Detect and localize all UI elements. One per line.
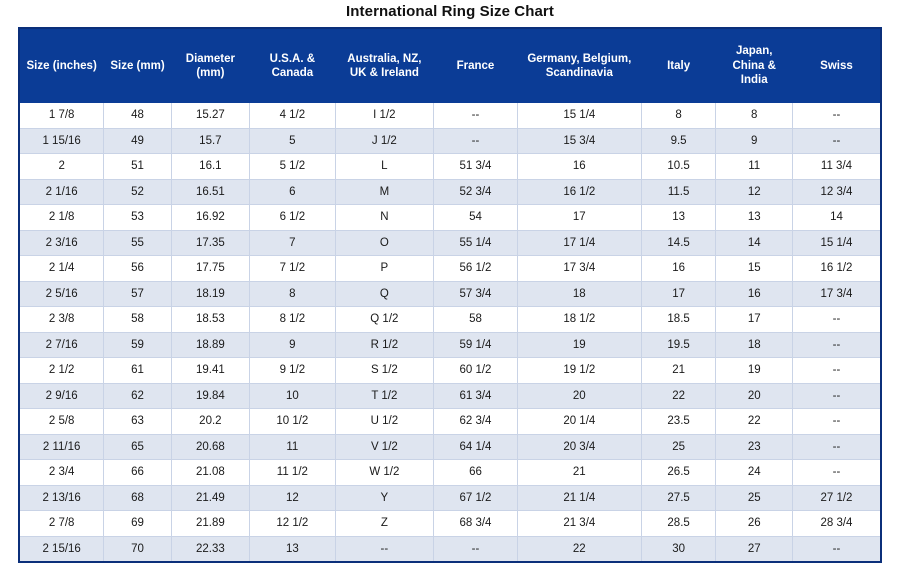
cell-r14-c5: 66 — [434, 460, 518, 486]
cell-r4-c3: 6 1/2 — [250, 205, 336, 231]
cell-r10-c7: 21 — [641, 358, 716, 384]
cell-r10-c1: 61 — [104, 358, 171, 384]
cell-r10-c5: 60 1/2 — [434, 358, 518, 384]
table-row — [20, 128, 880, 154]
cell-r13-c8: 23 — [716, 434, 793, 460]
cell-r1-c1: 49 — [104, 128, 171, 154]
cell-r13-c9: -- — [792, 434, 880, 460]
cell-r16-c6: 21 3/4 — [517, 511, 641, 537]
cell-r0-c9: -- — [792, 103, 880, 128]
cell-r12-c4: U 1/2 — [335, 409, 433, 435]
column-header-9: Swiss — [792, 29, 880, 103]
cell-r2-c4: L — [335, 154, 433, 180]
cell-r5-c3: 7 — [250, 230, 336, 256]
column-header-5: France — [434, 29, 518, 103]
cell-r11-c6: 20 — [517, 383, 641, 409]
cell-r13-c7: 25 — [641, 434, 716, 460]
cell-r12-c7: 23.5 — [641, 409, 716, 435]
table-body — [20, 103, 880, 561]
cell-r8-c1: 58 — [104, 307, 171, 333]
cell-r6-c0: 2 1/4 — [20, 256, 104, 282]
cell-r1-c6: 15 3/4 — [517, 128, 641, 154]
table-row — [20, 281, 880, 307]
table-row — [20, 383, 880, 409]
cell-r8-c6: 18 1/2 — [517, 307, 641, 333]
cell-r4-c8: 13 — [716, 205, 793, 231]
cell-r9-c7: 19.5 — [641, 332, 716, 358]
cell-r16-c4: Z — [335, 511, 433, 537]
table-row — [20, 205, 880, 231]
cell-r6-c6: 17 3/4 — [517, 256, 641, 282]
cell-r16-c0: 2 7/8 — [20, 511, 104, 537]
table-row — [20, 434, 880, 460]
cell-r16-c2: 21.89 — [171, 511, 249, 537]
cell-r9-c6: 19 — [517, 332, 641, 358]
cell-r4-c1: 53 — [104, 205, 171, 231]
cell-r7-c4: Q — [335, 281, 433, 307]
cell-r0-c5: -- — [434, 103, 518, 128]
cell-r14-c4: W 1/2 — [335, 460, 433, 486]
column-header-1: Size (mm) — [104, 29, 171, 103]
cell-r8-c5: 58 — [434, 307, 518, 333]
table-row — [20, 230, 880, 256]
cell-r11-c2: 19.84 — [171, 383, 249, 409]
cell-r11-c0: 2 9/16 — [20, 383, 104, 409]
column-header-3: U.S.A. & Canada — [250, 29, 336, 103]
cell-r9-c0: 2 7/16 — [20, 332, 104, 358]
cell-r1-c4: J 1/2 — [335, 128, 433, 154]
cell-r16-c5: 68 3/4 — [434, 511, 518, 537]
cell-r7-c5: 57 3/4 — [434, 281, 518, 307]
cell-r8-c2: 18.53 — [171, 307, 249, 333]
cell-r12-c1: 63 — [104, 409, 171, 435]
cell-r5-c1: 55 — [104, 230, 171, 256]
cell-r13-c6: 20 3/4 — [517, 434, 641, 460]
cell-r9-c4: R 1/2 — [335, 332, 433, 358]
cell-r2-c7: 10.5 — [641, 154, 716, 180]
cell-r8-c7: 18.5 — [641, 307, 716, 333]
cell-r10-c2: 19.41 — [171, 358, 249, 384]
cell-r15-c7: 27.5 — [641, 485, 716, 511]
table-header — [20, 29, 880, 103]
cell-r7-c7: 17 — [641, 281, 716, 307]
table-row — [20, 179, 880, 205]
ring-size-table-container — [18, 27, 882, 563]
cell-r15-c3: 12 — [250, 485, 336, 511]
cell-r6-c8: 15 — [716, 256, 793, 282]
cell-r3-c9: 12 3/4 — [792, 179, 880, 205]
cell-r5-c9: 15 1/4 — [792, 230, 880, 256]
cell-r1-c3: 5 — [250, 128, 336, 154]
cell-r5-c8: 14 — [716, 230, 793, 256]
cell-r9-c3: 9 — [250, 332, 336, 358]
cell-r17-c5: -- — [434, 536, 518, 561]
cell-r10-c6: 19 1/2 — [517, 358, 641, 384]
cell-r7-c6: 18 — [517, 281, 641, 307]
cell-r11-c9: -- — [792, 383, 880, 409]
cell-r17-c8: 27 — [716, 536, 793, 561]
cell-r8-c8: 17 — [716, 307, 793, 333]
cell-r8-c9: -- — [792, 307, 880, 333]
cell-r17-c4: -- — [335, 536, 433, 561]
cell-r11-c4: T 1/2 — [335, 383, 433, 409]
cell-r7-c8: 16 — [716, 281, 793, 307]
cell-r11-c5: 61 3/4 — [434, 383, 518, 409]
column-header-2: Diameter (mm) — [171, 29, 249, 103]
cell-r10-c3: 9 1/2 — [250, 358, 336, 384]
cell-r4-c5: 54 — [434, 205, 518, 231]
cell-r12-c6: 20 1/4 — [517, 409, 641, 435]
cell-r12-c9: -- — [792, 409, 880, 435]
cell-r17-c1: 70 — [104, 536, 171, 561]
cell-r1-c2: 15.7 — [171, 128, 249, 154]
cell-r9-c1: 59 — [104, 332, 171, 358]
cell-r16-c7: 28.5 — [641, 511, 716, 537]
cell-r0-c6: 15 1/4 — [517, 103, 641, 128]
cell-r14-c1: 66 — [104, 460, 171, 486]
cell-r14-c3: 11 1/2 — [250, 460, 336, 486]
cell-r2-c6: 16 — [517, 154, 641, 180]
table-header-row — [20, 29, 880, 103]
cell-r1-c0: 1 15/16 — [20, 128, 104, 154]
cell-r4-c0: 2 1/8 — [20, 205, 104, 231]
cell-r9-c8: 18 — [716, 332, 793, 358]
cell-r1-c8: 9 — [716, 128, 793, 154]
table-row — [20, 103, 880, 128]
cell-r0-c8: 8 — [716, 103, 793, 128]
cell-r2-c9: 11 3/4 — [792, 154, 880, 180]
table-row — [20, 358, 880, 384]
cell-r12-c0: 2 5/8 — [20, 409, 104, 435]
cell-r1-c7: 9.5 — [641, 128, 716, 154]
cell-r16-c8: 26 — [716, 511, 793, 537]
cell-r13-c4: V 1/2 — [335, 434, 433, 460]
cell-r5-c4: O — [335, 230, 433, 256]
cell-r10-c9: -- — [792, 358, 880, 384]
cell-r14-c8: 24 — [716, 460, 793, 486]
cell-r13-c1: 65 — [104, 434, 171, 460]
cell-r15-c8: 25 — [716, 485, 793, 511]
table-row — [20, 460, 880, 486]
cell-r6-c1: 56 — [104, 256, 171, 282]
cell-r6-c4: P — [335, 256, 433, 282]
table-row — [20, 332, 880, 358]
cell-r14-c6: 21 — [517, 460, 641, 486]
cell-r2-c0: 2 — [20, 154, 104, 180]
cell-r15-c2: 21.49 — [171, 485, 249, 511]
cell-r3-c6: 16 1/2 — [517, 179, 641, 205]
cell-r8-c3: 8 1/2 — [250, 307, 336, 333]
cell-r6-c5: 56 1/2 — [434, 256, 518, 282]
cell-r4-c9: 14 — [792, 205, 880, 231]
column-header-7: Italy — [641, 29, 716, 103]
cell-r2-c5: 51 3/4 — [434, 154, 518, 180]
cell-r9-c2: 18.89 — [171, 332, 249, 358]
cell-r8-c0: 2 3/8 — [20, 307, 104, 333]
table-row — [20, 256, 880, 282]
table-row — [20, 511, 880, 537]
cell-r3-c1: 52 — [104, 179, 171, 205]
cell-r7-c0: 2 5/16 — [20, 281, 104, 307]
table-row — [20, 409, 880, 435]
ring-size-table — [20, 29, 880, 561]
cell-r15-c9: 27 1/2 — [792, 485, 880, 511]
cell-r7-c2: 18.19 — [171, 281, 249, 307]
cell-r0-c0: 1 7/8 — [20, 103, 104, 128]
cell-r11-c3: 10 — [250, 383, 336, 409]
table-row — [20, 536, 880, 561]
cell-r17-c3: 13 — [250, 536, 336, 561]
cell-r12-c5: 62 3/4 — [434, 409, 518, 435]
column-header-6: Germany, Belgium, Scandinavia — [517, 29, 641, 103]
cell-r17-c6: 22 — [517, 536, 641, 561]
cell-r15-c0: 2 13/16 — [20, 485, 104, 511]
cell-r10-c0: 2 1/2 — [20, 358, 104, 384]
cell-r15-c1: 68 — [104, 485, 171, 511]
cell-r10-c8: 19 — [716, 358, 793, 384]
cell-r3-c2: 16.51 — [171, 179, 249, 205]
cell-r2-c3: 5 1/2 — [250, 154, 336, 180]
column-header-8: Japan, China & India — [716, 29, 793, 103]
cell-r11-c1: 62 — [104, 383, 171, 409]
page-title: International Ring Size Chart — [346, 3, 554, 20]
table-row — [20, 485, 880, 511]
cell-r6-c7: 16 — [641, 256, 716, 282]
cell-r17-c2: 22.33 — [171, 536, 249, 561]
cell-r6-c2: 17.75 — [171, 256, 249, 282]
cell-r16-c1: 69 — [104, 511, 171, 537]
cell-r7-c9: 17 3/4 — [792, 281, 880, 307]
cell-r11-c8: 20 — [716, 383, 793, 409]
cell-r17-c9: -- — [792, 536, 880, 561]
cell-r2-c8: 11 — [716, 154, 793, 180]
cell-r6-c9: 16 1/2 — [792, 256, 880, 282]
cell-r3-c3: 6 — [250, 179, 336, 205]
cell-r9-c9: -- — [792, 332, 880, 358]
cell-r15-c4: Y — [335, 485, 433, 511]
cell-r1-c9: -- — [792, 128, 880, 154]
cell-r16-c9: 28 3/4 — [792, 511, 880, 537]
cell-r0-c2: 15.27 — [171, 103, 249, 128]
table-row — [20, 154, 880, 180]
cell-r3-c4: M — [335, 179, 433, 205]
cell-r6-c3: 7 1/2 — [250, 256, 336, 282]
cell-r3-c7: 11.5 — [641, 179, 716, 205]
cell-r14-c7: 26.5 — [641, 460, 716, 486]
cell-r7-c1: 57 — [104, 281, 171, 307]
cell-r17-c7: 30 — [641, 536, 716, 561]
cell-r5-c5: 55 1/4 — [434, 230, 518, 256]
cell-r12-c8: 22 — [716, 409, 793, 435]
cell-r9-c5: 59 1/4 — [434, 332, 518, 358]
cell-r0-c4: I 1/2 — [335, 103, 433, 128]
cell-r3-c5: 52 3/4 — [434, 179, 518, 205]
cell-r4-c6: 17 — [517, 205, 641, 231]
cell-r0-c3: 4 1/2 — [250, 103, 336, 128]
cell-r16-c3: 12 1/2 — [250, 511, 336, 537]
cell-r14-c0: 2 3/4 — [20, 460, 104, 486]
cell-r5-c0: 2 3/16 — [20, 230, 104, 256]
cell-r17-c0: 2 15/16 — [20, 536, 104, 561]
cell-r2-c2: 16.1 — [171, 154, 249, 180]
cell-r7-c3: 8 — [250, 281, 336, 307]
cell-r4-c4: N — [335, 205, 433, 231]
table-row — [20, 307, 880, 333]
cell-r3-c8: 12 — [716, 179, 793, 205]
cell-r12-c3: 10 1/2 — [250, 409, 336, 435]
cell-r4-c2: 16.92 — [171, 205, 249, 231]
cell-r0-c1: 48 — [104, 103, 171, 128]
cell-r14-c9: -- — [792, 460, 880, 486]
cell-r5-c6: 17 1/4 — [517, 230, 641, 256]
cell-r4-c7: 13 — [641, 205, 716, 231]
cell-r1-c5: -- — [434, 128, 518, 154]
cell-r14-c2: 21.08 — [171, 460, 249, 486]
cell-r5-c2: 17.35 — [171, 230, 249, 256]
cell-r10-c4: S 1/2 — [335, 358, 433, 384]
cell-r3-c0: 2 1/16 — [20, 179, 104, 205]
cell-r13-c2: 20.68 — [171, 434, 249, 460]
cell-r15-c6: 21 1/4 — [517, 485, 641, 511]
cell-r11-c7: 22 — [641, 383, 716, 409]
cell-r8-c4: Q 1/2 — [335, 307, 433, 333]
cell-r0-c7: 8 — [641, 103, 716, 128]
cell-r13-c0: 2 11/16 — [20, 434, 104, 460]
cell-r13-c3: 11 — [250, 434, 336, 460]
column-header-4: Australia, NZ, UK & Ireland — [335, 29, 433, 103]
cell-r2-c1: 51 — [104, 154, 171, 180]
column-header-0: Size (inches) — [20, 29, 104, 103]
cell-r5-c7: 14.5 — [641, 230, 716, 256]
cell-r15-c5: 67 1/2 — [434, 485, 518, 511]
cell-r12-c2: 20.2 — [171, 409, 249, 435]
cell-r13-c5: 64 1/4 — [434, 434, 518, 460]
